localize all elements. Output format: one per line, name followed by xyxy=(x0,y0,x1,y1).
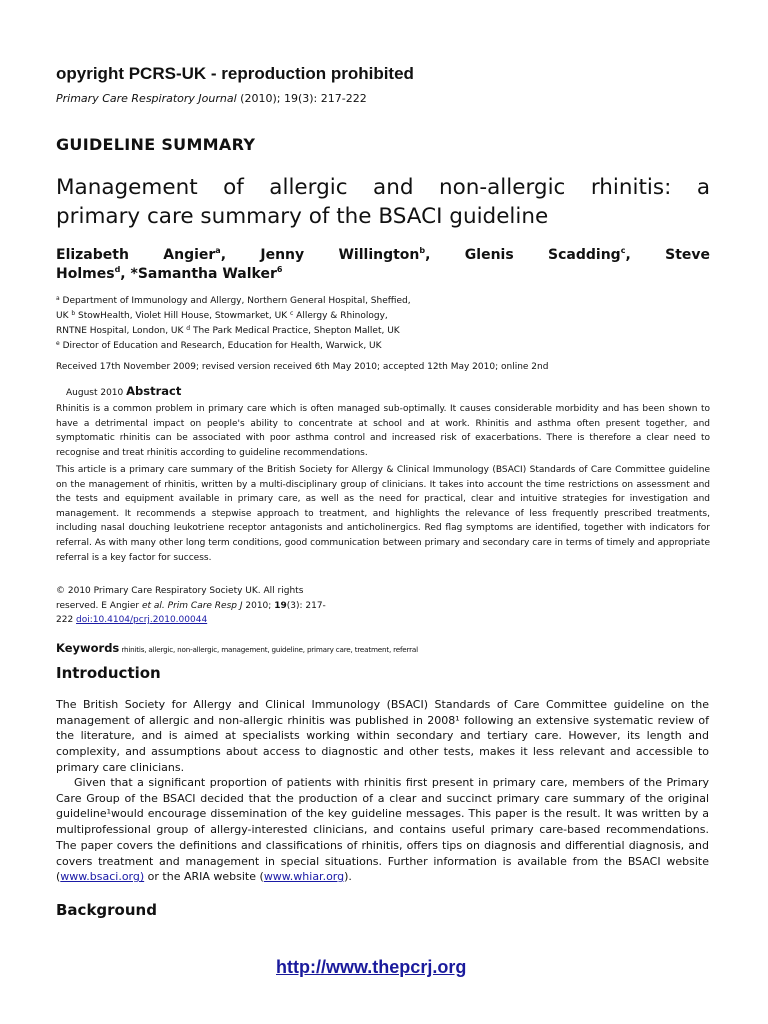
received-dates: Received 17th November 2009; revised version received 6th May 2010; accepted 12th May 2010; online 2nd xyxy=(56,362,549,372)
affiliation-mark: c xyxy=(290,310,294,317)
author-name: Jenny Willington xyxy=(260,247,420,263)
author-affiliation-mark: b xyxy=(419,246,426,255)
citation-text: (3): 217- xyxy=(286,600,326,611)
copyright-line: © 2010 Primary Care Respiratory Society UK. All rights xyxy=(56,586,304,596)
affiliation-line xyxy=(56,294,411,309)
paragraph-text: ). xyxy=(344,870,352,884)
title-line-2: primary care summary of the BSACI guideline xyxy=(56,204,549,229)
section-label: GUIDELINE SUMMARY xyxy=(56,135,256,154)
affiliation-text: Director of Education and Research, Education for Health, Warwick, UK xyxy=(59,341,382,351)
citation-volume: (2010); 19(3): 217-222 xyxy=(236,92,367,105)
author-name: *Samantha Walker xyxy=(130,266,277,282)
affiliation-mark: b xyxy=(71,310,76,317)
affiliation-text: StowHealth, Violet Hill House, Stowmarket, UK xyxy=(75,311,290,321)
author-list xyxy=(56,246,710,284)
affiliation-line xyxy=(56,339,411,354)
author-line-2: Holmes$^d$, *Samantha Walker$^6$ xyxy=(56,265,283,282)
affiliation-mark: d xyxy=(186,325,191,332)
online-date: August 2010 xyxy=(66,388,127,398)
affiliation-text: RNTNE Hospital, London, UK xyxy=(56,326,187,336)
intro-paragraph-2 xyxy=(56,775,709,885)
journal-citation xyxy=(56,92,367,105)
affiliation-mark: e xyxy=(56,340,60,347)
author-affiliation-mark: a xyxy=(215,246,221,255)
affiliation-line xyxy=(56,324,411,339)
citation-journal: et al. Prim Care Resp J xyxy=(141,600,243,611)
paragraph-text: Given that a significant proportion of patients with rhinitis first present in primary care, members of the Primary Care Group of the BSACI decided that the production of a clear and succinct primary care summary of the original guideline¹would encourage dissemination of the key guideline messages. This paper is the result. It was written by a multiprofessional group of allergy-interested clinicians, and contains useful primary care-based recommendations. The paper covers the definitions and classifications of rhinitis, offers tips on diagnosis and differential diagnosis, and covers treatment and management in special situations. Further information is available from the BSACI website ( xyxy=(56,776,709,884)
author-affiliation-mark: 6 xyxy=(276,265,283,274)
citation-text: 222 xyxy=(56,615,77,625)
journal-website-link[interactable]: http://www.thepcrj.org xyxy=(276,957,467,977)
journal-name: Primary Care Respiratory Journal xyxy=(56,92,237,105)
paragraph-text: or the ARIA website ( xyxy=(144,870,264,884)
abstract-heading: Abstract xyxy=(126,384,182,398)
author-name: Elizabeth Angier xyxy=(56,247,216,263)
citation-volume: 19 xyxy=(274,600,287,611)
bsaci-link[interactable]: www.bsaci.org) xyxy=(60,870,145,884)
citation-line xyxy=(56,599,386,614)
affiliations xyxy=(56,294,411,354)
copyright-notice: opyright PCRS-UK - reproduction prohibited xyxy=(56,64,414,83)
affiliation-text: The Park Medical Practice, Shepton Mallet, UK xyxy=(190,326,400,336)
doi-line xyxy=(56,613,386,628)
author-affiliation-mark: d xyxy=(114,265,121,274)
keywords-label: Keywords xyxy=(56,641,120,655)
background-heading: Background xyxy=(56,901,157,919)
introduction-heading: Introduction xyxy=(56,664,161,682)
copyright-citation xyxy=(56,584,386,628)
keywords xyxy=(56,637,418,656)
affiliation-text: Department of Immunology and Allergy, Northern General Hospital, Sheffied, xyxy=(59,296,411,306)
abstract-paragraph-2: This article is a primary care summary of the British Society for Allergy & Clinical Immunology (BSACI) Standards of Care Committee guideline on the management of rhinitis, written by a multi-disciplinary group of clinicians. It takes into account the time restrictions on assessment and the tests and equipment available in primary care, as well as the need for practical, clear and intuitive strategies for investigation and management. It recommends a stepwise approach to treatment, and highlights the relevance of less frequently prescribed treatments, including nasal douching leukotriene receptor antagonists and anticholinergics. Red flag symptoms are identified, together with indicators for referral. As with many other long term conditions, good communication between primary and secondary care in terms of timely and appropriate referral is a key factor for success. xyxy=(56,465,710,563)
author-name: Steve xyxy=(665,247,711,263)
citation-text: 2010; xyxy=(242,600,275,611)
author-line-1: Elizabeth Angier$^a$, Jenny Willington$^b$, Glenis Scadding$^c$, Steve xyxy=(56,246,711,263)
doi-link[interactable]: doi:10.4104/pcrj.2010.00044 xyxy=(76,615,208,625)
aria-link[interactable]: www.whiar.org xyxy=(263,870,345,884)
intro-paragraph-1: The British Society for Allergy and Clinical Immunology (BSACI) Standards of Care Committee guideline on the management of allergic and non-allergic rhinitis was published in 2008¹ following an extensive systematic review of the literature, and is aimed at specialists working within secondary and tertiary care. However, its length and complexity, and assumptions about access to diagnostic and other tests, makes it less relevant and accessible to primary care clinicians. xyxy=(56,698,709,774)
author-name: Glenis Scadding xyxy=(464,247,621,263)
affiliation-line xyxy=(56,309,411,324)
abstract-header xyxy=(66,384,181,398)
author-name: Holmes xyxy=(56,266,115,282)
keywords-list: rhinitis, allergic, non-allergic, management, guideline, primary care, treatment, referral xyxy=(119,645,418,654)
citation-text: reserved. E Angier xyxy=(56,600,142,611)
affiliation-text: Allergy & Rhinology, xyxy=(293,311,388,321)
author-affiliation-mark: c xyxy=(620,246,626,255)
abstract-paragraph-1: Rhinitis is a common problem in primary care which is often managed sub-optimally. It causes considerable morbidity and has been shown to have a detrimental impact on people's ability to concentrate at school and at work. Rhinitis and asthma often present together, and symptomatic rhinitis can be associated with poor asthma control and increased risk of exacerbations. There is therefore a clear need to recognise and treat rhinitis according to guideline recommendations. xyxy=(56,404,710,458)
article-title xyxy=(56,173,710,231)
affiliation-text: UK xyxy=(56,311,72,321)
title-line-1: Management of allergic and non-allergic rhinitis: a xyxy=(56,175,710,200)
affiliation-mark: a xyxy=(56,295,60,302)
